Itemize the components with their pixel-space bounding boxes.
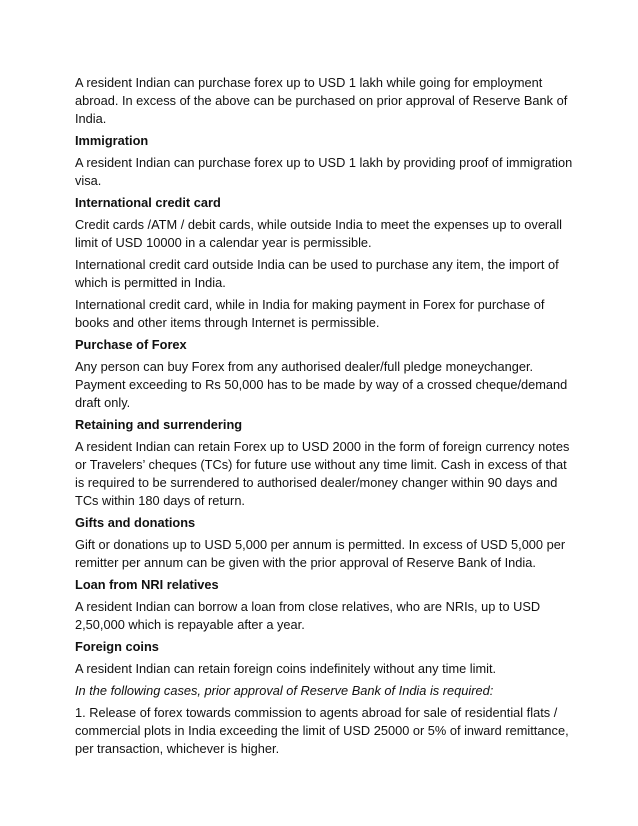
foreign-coins-paragraph: A resident Indian can retain foreign coins indefinitely without any time limit. <box>75 661 497 676</box>
document-page <box>75 74 575 762</box>
international-credit-card-heading: International credit card <box>75 195 221 210</box>
foreign-coins-heading: Foreign coins <box>75 639 159 654</box>
retaining-surrendering-paragraph: A resident Indian can retain Forex up to USD 2000 in the form of foreign currency notes or Travelers’ cheques (TCs) for future use without any time limit. Cash in excess of that is required to be surrendered to authorised dealer/money changer within 90 days and TCs within 180 days of return. <box>75 439 570 508</box>
immigration-paragraph: A resident Indian can purchase forex up to USD 1 lakh by providing proof of immigration visa. <box>75 155 573 188</box>
loan-nri-paragraph: A resident Indian can borrow a loan from close relatives, who are NRIs, up to USD 2,50,000 which is repayable after a year. <box>75 599 541 632</box>
immigration-heading: Immigration <box>75 133 149 148</box>
purchase-of-forex-paragraph: Any person can buy Forex from any authorised dealer/full pledge moneychanger. Payment exceeding to Rs 50,000 has to be made by way of a crossed cheque/demand draft only. <box>75 359 568 410</box>
prior-approval-note: In the following cases, prior approval of Reserve Bank of India is required: <box>75 683 494 698</box>
credit-card-limit-paragraph: Credit cards /ATM / debit cards, while outside India to meet the expenses up to overall limit of USD 10000 in a calendar year is permissible. <box>75 217 563 250</box>
purchase-of-forex-heading: Purchase of Forex <box>75 337 187 352</box>
retaining-surrendering-heading: Retaining and surrendering <box>75 417 243 432</box>
gifts-donations-paragraph: Gift or donations up to USD 5,000 per annum is permitted. In excess of USD 5,000 per remitter per annum can be given with the prior approval of Reserve Bank of India. <box>75 537 566 570</box>
credit-card-outside-india-paragraph: International credit card outside India can be used to purchase any item, the import of which is permitted in India. <box>75 257 559 290</box>
employment-paragraph: A resident Indian can purchase forex up to USD 1 lakh while going for employment abroad. In excess of the above can be purchased on prior approval of Reserve Bank of India. <box>75 75 568 126</box>
credit-card-in-india-paragraph: International credit card, while in India for making payment in Forex for purchase of books and other items through Internet is permissible. <box>75 297 545 330</box>
gifts-donations-heading: Gifts and donations <box>75 515 196 530</box>
loan-nri-heading: Loan from NRI relatives <box>75 577 219 592</box>
case-1-paragraph: 1. Release of forex towards commission to agents abroad for sale of residential flats / commercial plots in India exceeding the limit of USD 25000 or 5% of inward remittance, per transaction, whichever is higher. <box>75 705 569 756</box>
